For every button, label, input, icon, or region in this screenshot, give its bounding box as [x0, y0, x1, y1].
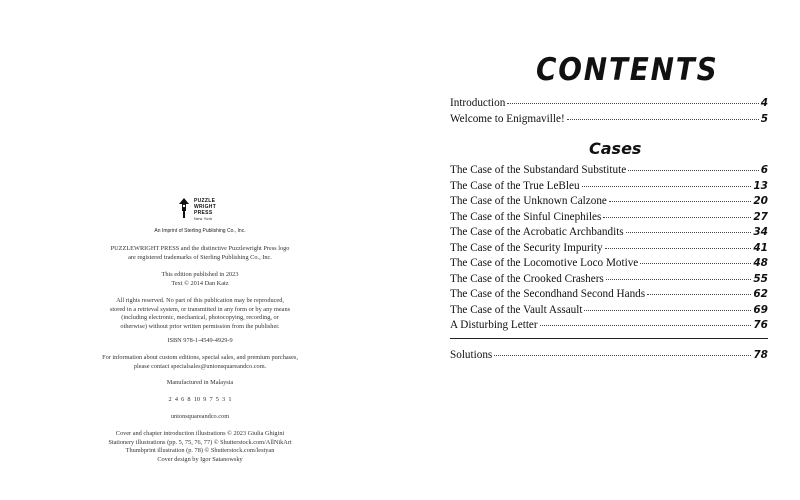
toc-entry-title: The Case of the Locomotive Loco Motive [450, 257, 639, 269]
toc-entry-page: 55 [753, 272, 768, 285]
publisher-website: unionsquareandco.com [170, 413, 230, 420]
toc-entry-case [450, 210, 768, 225]
toc-entry-page: 34 [753, 226, 768, 238]
toc-entry-title: The Case of the Substandard Substitute [450, 164, 627, 176]
toc-entry-page: 4 [760, 97, 768, 109]
dot-leader [606, 279, 752, 280]
toc-entry-page: 78 [753, 349, 768, 361]
puzzlewright-press-logo [162, 197, 242, 227]
toc-entry-page: 48 [753, 257, 768, 269]
toc-entry-title: Solutions [450, 349, 493, 361]
section-divider [450, 338, 768, 339]
toc-entry-title: The Case of the Unknown Calzone [450, 195, 607, 207]
toc-entry-case [450, 272, 768, 287]
illustration-credits: Cover and chapter introduction illustrations © 2023 Giulia Ghigini Stationery illustrations (pp. 5, 75, 76, 77) © Shutterstock.com/AllNikArt Thumbprint illustration (p. 78) © Shutterstock.com/lestyan Cover design by Igor Satanowsky [108, 430, 292, 463]
custom-editions-info: For information about custom editions, special sales, and premium purchases, please contact specialsales@unionsquareandco.com. [102, 354, 298, 370]
toc-entry-page: 6 [760, 164, 768, 176]
toc-entry-disturbing-letter [450, 318, 768, 333]
toc-entry-title: The Case of the Crooked Crashers [450, 272, 604, 285]
dot-leader [494, 355, 751, 356]
toc-entry-title: The Case of the Security Impurity [450, 241, 603, 254]
rights-notice: All rights reserved. No part of this publication may be reproduced, stored in a retrieval system, or transmitted in any form or by any means (including electronic, mechanical, photocopying, recording, or otherwise) without prior written permission from the publisher. [109, 297, 291, 330]
dot-leader [567, 119, 759, 120]
toc-entry-title: The Case of the True LeBleu [450, 179, 580, 192]
manufactured-in: Manufactured in Malaysia [166, 379, 234, 386]
toc-entry-case [450, 303, 768, 318]
dot-leader [628, 170, 759, 171]
toc-entry-page: 27 [753, 210, 768, 223]
dot-leader [609, 201, 751, 202]
toc-entry-title: The Case of the Sinful Cinephiles [450, 210, 602, 223]
pen-nib-logo-icon [174, 197, 194, 219]
toc-entry-case [450, 241, 768, 256]
toc-entry-case [450, 163, 768, 178]
toc-entry-page: 5 [760, 113, 768, 125]
toc-entry-title: Welcome to Enigmaville! [450, 113, 565, 125]
contents-title: CONTENTS [536, 52, 719, 88]
logo-wordmark: PUZZLE WRIGHT PRESS New York [194, 198, 217, 221]
dot-leader [507, 103, 758, 104]
printing-line: 2 4 6 8 10 9 7 5 3 1 [168, 396, 232, 403]
trademark-notice: PUZZLEWRIGHT PRESS and the distinctive Puzzlewright Press logo are registered trademarks of Sterling Publishing Co., Inc. [110, 245, 290, 261]
toc-entry-page: 41 [753, 241, 768, 254]
dot-leader [647, 294, 751, 295]
toc-entry-title: A Disturbing Letter [450, 319, 538, 331]
edition-notice: This edition published in 2023 Text © 2014 Dan Katz [161, 271, 239, 287]
toc-entry-title: The Case of the Vault Assault [450, 303, 583, 316]
toc-entry-page: 62 [753, 288, 768, 300]
contents-page [400, 0, 800, 500]
imprint-line: An Imprint of Sterling Publishing Co., Inc. [154, 228, 246, 234]
toc-entry-page: 20 [753, 195, 768, 207]
toc-entry-title: The Case of the Secondhand Second Hands [450, 288, 646, 300]
dot-leader [603, 217, 751, 218]
toc-entry-case [450, 287, 768, 302]
toc-entry-page: 13 [753, 179, 768, 192]
dot-leader [605, 248, 752, 249]
toc-entry-case [450, 225, 768, 240]
toc-entry-introduction [450, 96, 768, 111]
toc-entry-case [450, 256, 768, 271]
dot-leader [626, 232, 752, 233]
toc-entry-title: The Case of the Acrobatic Archbandits [450, 226, 624, 238]
toc-entry-page: 76 [753, 319, 768, 331]
toc-entry-title: Introduction [450, 97, 506, 109]
dot-leader [540, 325, 752, 326]
dot-leader [640, 263, 751, 264]
toc-entry-welcome [450, 112, 768, 127]
toc-entry-case [450, 179, 768, 194]
toc-entry-case [450, 194, 768, 209]
dot-leader [584, 310, 751, 311]
toc-entry-solutions [450, 348, 768, 363]
dot-leader [582, 186, 752, 187]
isbn: ISBN 978-1-4549-4929-9 [167, 337, 233, 344]
toc-entry-page: 69 [753, 303, 768, 316]
cases-heading: Cases [589, 139, 642, 158]
